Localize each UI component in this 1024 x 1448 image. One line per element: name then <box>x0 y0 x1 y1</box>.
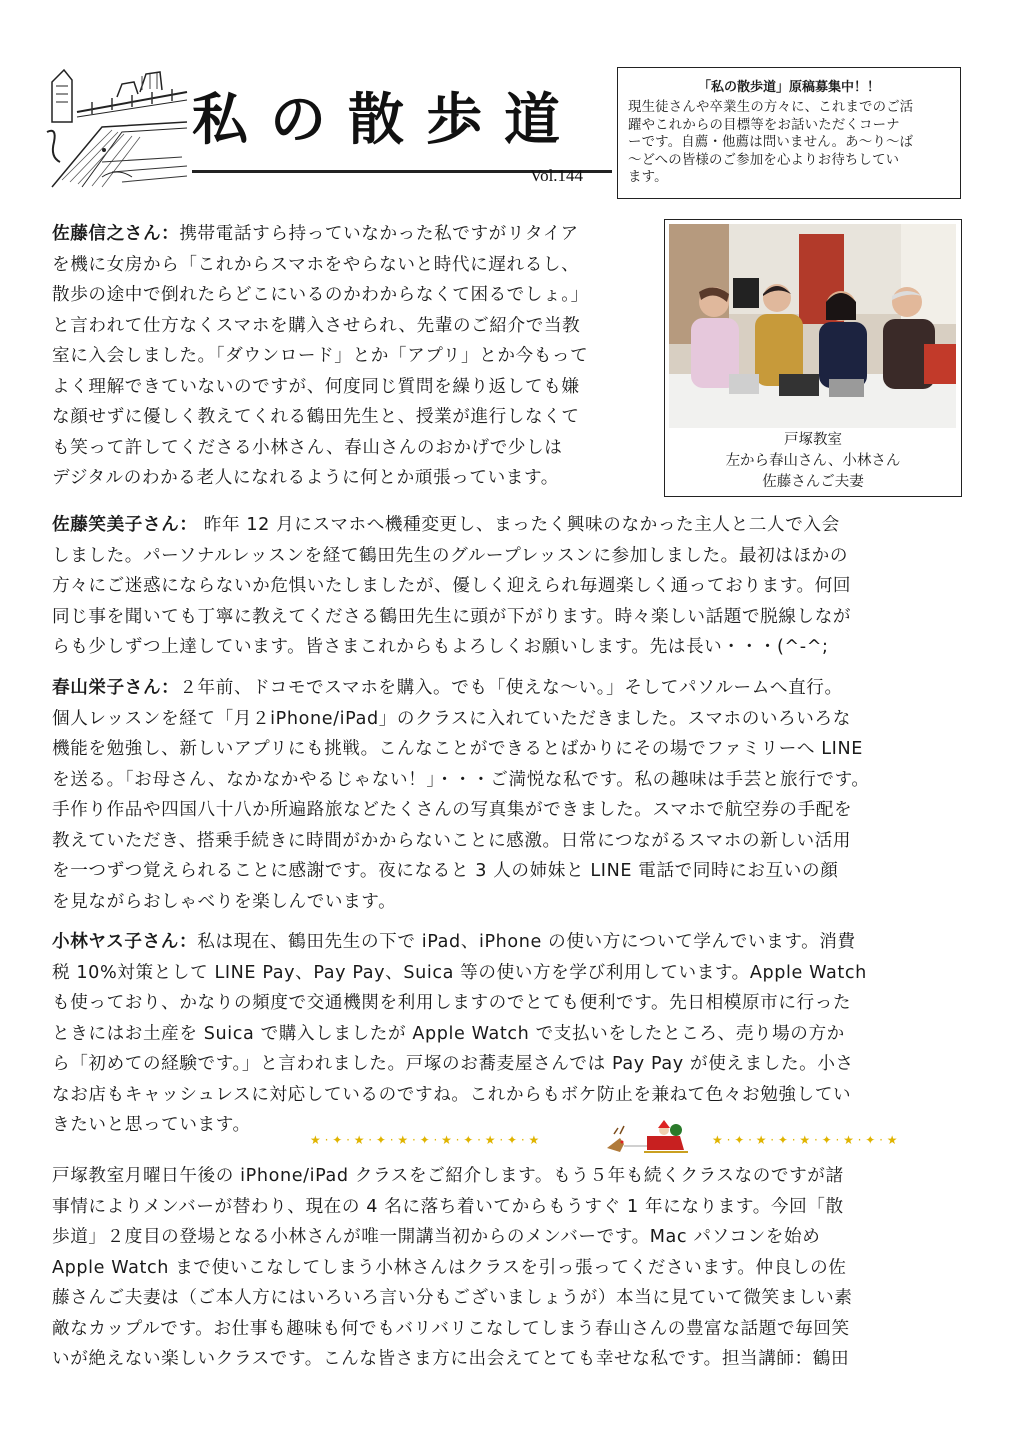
christmas-stars-decoration <box>302 1120 962 1160</box>
instructor-closing-remarks <box>52 1161 964 1375</box>
entry-line: デジタルのわかる老人になれるように何とか頑張っています。 <box>52 468 559 488</box>
entry-author: 佐藤信之さん： <box>52 224 180 244</box>
recruitment-line: ーです。自薦・他薦は問いません。あ～り～ば <box>628 135 914 150</box>
closing-line: 事情によりメンバーが替わり、現在の 4 名に落ち着いてからもうすぐ 1 年になります。今回「散 <box>52 1196 844 1217</box>
entry-sato-nobuyuki <box>52 219 652 494</box>
recruitment-body <box>628 99 950 187</box>
closing-line: 戸塚教室月曜日午後の iPhone/iPad クラスをご紹介します。もう５年も続くクラスなのですが諸 <box>52 1166 844 1186</box>
recruitment-line: 躍やこれからの目標等をお話いただくコーナ <box>628 117 900 133</box>
street-sketch-illustration <box>42 62 192 192</box>
closing-line: Apple Watch まで使いこなしてしまう小林さんはクラスを引っ張ってくださいます。仲良しの佐 <box>52 1257 847 1278</box>
class-photo-box <box>664 219 962 497</box>
entry-line: 方々にご迷惑にならないか危惧いたしましたが、優しく迎えられ毎週楽しく通っております。何回 <box>52 576 852 596</box>
santa-sleigh-icon <box>607 1120 688 1152</box>
closing-line: 藤さんご夫妻は（ご本人方にはいろいろ言い分もございましょうが）本当に見ていて微笑ましい素 <box>52 1288 853 1308</box>
recruitment-notice-box <box>617 67 961 199</box>
entry-line: よく理解できていないのですが、何度同じ質問を繰り返しても嫌 <box>52 376 580 397</box>
entry-line: 小林ヤス子さん：私は現在、鶴田先生の下で iPad、iPhone の使い方について学んでいます。消費 <box>52 932 856 952</box>
entry-line: な顔せずに優しく教えてくれる鶴田先生と、授業が進行しなくて <box>52 407 580 427</box>
entry-line: を機に女房から「これからスマホをやらないと時代に遅れるし、 <box>52 254 580 275</box>
entry-line: きたいと思っています。 <box>52 1115 251 1135</box>
entry-kobayashi-yasuko <box>52 927 964 1141</box>
star-icon <box>310 1133 898 1147</box>
recruitment-line: 現生徒さんや卒業生の方々に、これまでのご活 <box>628 100 914 115</box>
recruitment-line: ～どへの皆様のご参加を心よりお待ちしてい <box>628 152 900 168</box>
entry-line: しました。パーソナルレッスンを経て鶴田先生のグループレッスンに参加しました。最初はほかの <box>52 545 849 566</box>
entry-line: 教えていただき、搭乗手続きに時間がかからないことに感激。日常につながるスマホの新しい活用 <box>52 830 852 851</box>
entry-author: 小林ヤス子さん： <box>52 932 198 952</box>
newsletter-title: 私の散歩道 <box>192 87 582 153</box>
entry-line: なお店もキャッシュレスに対応しているのですね。これからもボケ防止を兼ねて色々お勉強してい <box>52 1084 852 1105</box>
volume-number: Vol.144 <box>530 166 584 185</box>
entry-line: 個人レッスンを経て「月２iPhone/iPad」のクラスに入れていただきました。スマホのいろいろな <box>52 708 851 729</box>
entry-line: も笑って許してくださる小林さん、春山さんのおかげで少しは <box>52 437 563 458</box>
entry-line: を見ながらおしゃべりを楽しんでいます。 <box>52 891 397 912</box>
entry-line: 室に入会しました。「ダウンロード」とか「アプリ」とか今もって <box>52 346 589 366</box>
entry-author: 佐藤笑美子さん： <box>52 515 198 535</box>
entry-line: ら「初めての経験です。」と言われました。戸塚のお蕎麦屋さんでは Pay Pay が使えました。小さ <box>52 1054 854 1074</box>
entry-line: ときにはお土産を Suica で購入しましたが Apple Watch で支払いをしたところ、売り場の方か <box>52 1023 845 1044</box>
entry-line: を一つずつ覚えられることに感謝です。夜になると 3 人の姉妹と LINE 電話で同時にお互いの顔 <box>52 861 839 881</box>
entry-line: 佐藤笑美子さん： 昨年 12 月にスマホへ機種変更し、まったく興味のなかった主人と二人で入会 <box>52 515 840 535</box>
entry-haruyama-eiko <box>52 673 964 917</box>
entry-author: 春山栄子さん： <box>52 678 180 698</box>
closing-line: 歩道」２度目の登場となる小林さんが唯一開講当初からのメンバーです。Mac パソコンを始め <box>52 1227 821 1247</box>
recruitment-line: ます。 <box>628 170 668 185</box>
entry-line: 佐藤信之さん：携帯電話すら持っていなかった私ですがリタイア <box>52 224 579 244</box>
caption-line: 左から春山さん、小林さん <box>725 453 901 469</box>
entry-line: 手作り作品や四国八十八か所遍路旅などたくさんの写真集ができました。スマホで航空券の手配を <box>52 800 853 820</box>
closing-line: 敵なカップルです。お仕事も趣味も何でもバリバリこなしてしまう春山さんの豊富な話題で毎回笑 <box>52 1318 850 1339</box>
caption-line: 佐藤さんご夫妻 <box>762 474 864 490</box>
svg-text:★ · ✦ · ★ · ✦ · ★ · ✦ · ★ · ✦: ★ · ✦ · ★ · ✦ · ★ · ✦ · ★ · ✦ · ★ · ✦ · ★ <box>310 1133 540 1147</box>
newsletter-header <box>42 62 602 192</box>
entry-line: 春山栄子さん：２年前、ドコモでスマホを購入。でも「使えな～い。」そしてパソルームへ直行。 <box>52 678 843 698</box>
recruitment-title: 「私の散歩道」原稿募集中！！ <box>697 80 880 95</box>
svg-text:★ · ✦ · ★ · ✦ · ★ · ✦ · ★ · ✦: ★ · ✦ · ★ · ✦ · ★ · ✦ · ★ · ✦ · ★ <box>712 1133 898 1147</box>
entry-line: 税 10%対策として LINE Pay、Pay Pay、Suica 等の使い方を学び利用しています。Apple Watch <box>52 962 867 983</box>
entry-line: らも少しずつ上達しています。皆さまこれからもよろしくお願いします。先は長い・・・(^-^; <box>52 637 829 657</box>
closing-line: いが絶えない楽しいクラスです。こんな皆さま方に出会えてとても幸せな私です。担当講師：鶴田 <box>52 1349 850 1369</box>
entry-line: と言われて仕方なくスマホを購入させられ、先輩のご紹介で当教 <box>52 315 581 336</box>
entry-line: を送る。「お母さん、なかなかやるじゃない！」・・・ご満悦な私です。私の趣味は手芸と旅行です。 <box>52 769 870 790</box>
caption-line: 戸塚教室 <box>784 432 842 448</box>
class-group-photo <box>669 224 956 428</box>
photo-caption <box>665 430 961 493</box>
entry-line: 同じ事を聞いても丁寧に教えてくださる鶴田先生に頭が下がります。時々楽しい話題で脱線しなが <box>52 606 852 627</box>
entry-line: も使っており、かなりの頻度で交通機関を利用しますのでとても便利です。先日相模原市に行った <box>52 993 852 1013</box>
entry-line: 散歩の途中で倒れたらどこにいるのかわからなくて困るでしょ。」 <box>52 285 589 305</box>
entry-sato-emiko <box>52 510 964 663</box>
entry-line: 機能を勉強し、新しいアプリにも挑戦。こんなことができるとばかりにその場でファミリーへ LINE <box>52 739 863 759</box>
